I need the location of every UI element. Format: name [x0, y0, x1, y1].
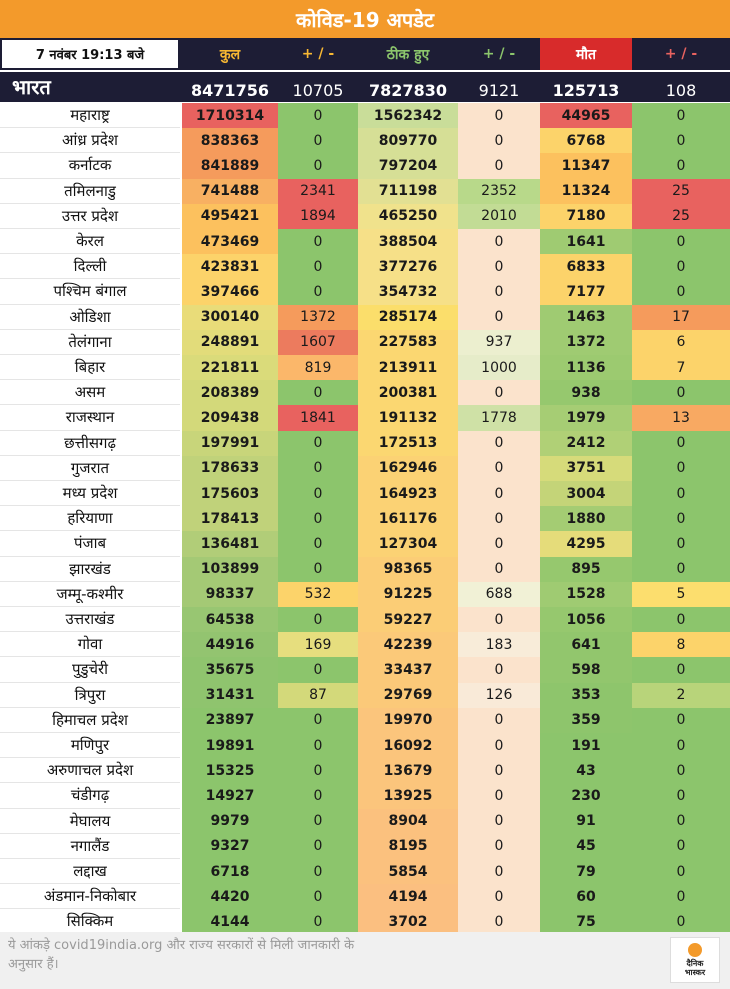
india-total-change: 10705: [292, 81, 344, 100]
state-name: बिहार: [0, 355, 180, 380]
recovered: 213911: [358, 355, 458, 380]
table-row: [0, 607, 730, 632]
deaths: 75: [540, 909, 632, 934]
total-cases: 9979: [182, 809, 278, 834]
state-name: झारखंड: [0, 557, 180, 582]
recovered-change: 0: [458, 481, 540, 506]
table-row: [0, 909, 730, 934]
table-row: [0, 481, 730, 506]
total-change: 2341: [278, 179, 358, 204]
recovered: 4194: [358, 884, 458, 909]
logo-line1: दैनिक: [686, 959, 704, 968]
table-row: [0, 153, 730, 178]
deaths-change: 0: [632, 783, 730, 808]
table-row: [0, 204, 730, 229]
state-name: महाराष्ट्र: [0, 103, 180, 128]
state-name: तमिलनाडु: [0, 179, 180, 204]
table-row: [0, 506, 730, 531]
total-cases: 98337: [182, 582, 278, 607]
recovered: 172513: [358, 431, 458, 456]
total-change: 0: [278, 456, 358, 481]
state-name: सिक्किम: [0, 909, 180, 934]
date-header: 7 नवंबर 19:13 बजे: [0, 38, 180, 70]
total-cases: 23897: [182, 708, 278, 733]
state-name: तेलंगाना: [0, 330, 180, 355]
total-change: 169: [278, 632, 358, 657]
sun-icon: [688, 943, 702, 957]
total-cases: 175603: [182, 481, 278, 506]
deaths-change: 0: [632, 884, 730, 909]
table-row: [0, 834, 730, 859]
recovered: 191132: [358, 405, 458, 430]
deaths-change: 0: [632, 103, 730, 128]
deaths-change: 25: [632, 179, 730, 204]
deaths: 6833: [540, 254, 632, 279]
table-row: [0, 355, 730, 380]
recovered: 388504: [358, 229, 458, 254]
india-deaths: 125713: [552, 81, 620, 100]
table-row: [0, 657, 730, 682]
total-cases: 741488: [182, 179, 278, 204]
total-change: 1894: [278, 204, 358, 229]
table-row: [0, 683, 730, 708]
total-change: 87: [278, 683, 358, 708]
deaths-change: 17: [632, 305, 730, 330]
deaths-change: 13: [632, 405, 730, 430]
deaths-change: 0: [632, 431, 730, 456]
total-change: 0: [278, 657, 358, 682]
recovered: 809770: [358, 128, 458, 153]
total-change: 0: [278, 758, 358, 783]
table-row: [0, 431, 730, 456]
recovered-change: 0: [458, 834, 540, 859]
recovered: 797204: [358, 153, 458, 178]
deaths-change: 0: [632, 456, 730, 481]
deaths-change: 0: [632, 859, 730, 884]
state-name: ओडिशा: [0, 305, 180, 330]
total-change: 0: [278, 708, 358, 733]
deaths: 2412: [540, 431, 632, 456]
recovered: 8904: [358, 809, 458, 834]
dainik-bhaskar-logo: [670, 937, 720, 983]
recovered: 5854: [358, 859, 458, 884]
total-change: 1372: [278, 305, 358, 330]
state-name: पंजाब: [0, 531, 180, 556]
total-cases: 209438: [182, 405, 278, 430]
total-change: 0: [278, 859, 358, 884]
table-row: [0, 733, 730, 758]
recovered-change: 937: [458, 330, 540, 355]
india-recovered: 7827830: [369, 81, 447, 100]
recovered: 354732: [358, 279, 458, 304]
deaths: 1641: [540, 229, 632, 254]
total-cases: 35675: [182, 657, 278, 682]
deaths: 230: [540, 783, 632, 808]
deaths-change: 0: [632, 531, 730, 556]
deaths: 7180: [540, 204, 632, 229]
deaths-change: 0: [632, 128, 730, 153]
india-deaths-change: 108: [665, 81, 697, 100]
recovered-change: 0: [458, 783, 540, 808]
recovered: 1562342: [358, 103, 458, 128]
state-name: हरियाणा: [0, 506, 180, 531]
table-row: [0, 380, 730, 405]
state-name: मेघालय: [0, 809, 180, 834]
total-cases: 14927: [182, 783, 278, 808]
table-row: [0, 582, 730, 607]
total-cases: 44916: [182, 632, 278, 657]
deaths-change: 0: [632, 758, 730, 783]
total-cases: 136481: [182, 531, 278, 556]
total-cases: 178413: [182, 506, 278, 531]
total-change: 0: [278, 909, 358, 934]
deaths: 353: [540, 683, 632, 708]
recovered-change: 0: [458, 607, 540, 632]
logo-line2: भास्कर: [684, 968, 706, 977]
deaths: 1979: [540, 405, 632, 430]
deaths: 1880: [540, 506, 632, 531]
state-name: अंडमान-निकोबार: [0, 884, 180, 909]
state-name: आंध्र प्रदेश: [0, 128, 180, 153]
total-change: 0: [278, 884, 358, 909]
deaths-change: 0: [632, 834, 730, 859]
total-change: 0: [278, 153, 358, 178]
state-name: अरुणाचल प्रदेश: [0, 758, 180, 783]
recovered: 8195: [358, 834, 458, 859]
recovered-change: 0: [458, 657, 540, 682]
total-cases: 15325: [182, 758, 278, 783]
india-recovered-change: 9121: [478, 81, 520, 100]
deaths: 4295: [540, 531, 632, 556]
state-name: पुडुचेरी: [0, 657, 180, 682]
recovered-change: 1778: [458, 405, 540, 430]
state-name: दिल्ली: [0, 254, 180, 279]
deaths-change: 7: [632, 355, 730, 380]
india-label: भारत: [12, 74, 51, 99]
recovered-change: 688: [458, 582, 540, 607]
recovered: 33437: [358, 657, 458, 682]
table-row: [0, 884, 730, 909]
total-change: 0: [278, 557, 358, 582]
recovered: 127304: [358, 531, 458, 556]
state-name: छत्तीसगढ़: [0, 431, 180, 456]
total-cases: 397466: [182, 279, 278, 304]
deaths-change: 6: [632, 330, 730, 355]
deaths: 7177: [540, 279, 632, 304]
total-cases: 208389: [182, 380, 278, 405]
recovered-change: 0: [458, 884, 540, 909]
recovered: 285174: [358, 305, 458, 330]
total-header: कुल: [182, 38, 278, 70]
deaths-change: 0: [632, 481, 730, 506]
table-row: [0, 708, 730, 733]
deaths: 11347: [540, 153, 632, 178]
recovered-change: 0: [458, 909, 540, 934]
state-name: असम: [0, 380, 180, 405]
table-row: [0, 179, 730, 204]
recovered: 59227: [358, 607, 458, 632]
total-change: 1841: [278, 405, 358, 430]
deaths: 43: [540, 758, 632, 783]
total-cases: 838363: [182, 128, 278, 153]
total-change: 0: [278, 128, 358, 153]
total-change: 0: [278, 531, 358, 556]
india-total-row: [0, 72, 730, 102]
recovered-change: 0: [458, 128, 540, 153]
deaths-change: 0: [632, 657, 730, 682]
total-cases: 221811: [182, 355, 278, 380]
deaths-change: 0: [632, 254, 730, 279]
total-change: 0: [278, 834, 358, 859]
deaths-header: मौत: [540, 38, 632, 70]
total-cases: 197991: [182, 431, 278, 456]
total-cases: 4420: [182, 884, 278, 909]
recovered-change: 0: [458, 859, 540, 884]
deaths-change-header: + / -: [632, 38, 730, 70]
table-row: [0, 305, 730, 330]
recovered-change: 0: [458, 229, 540, 254]
total-cases: 9327: [182, 834, 278, 859]
total-change: 819: [278, 355, 358, 380]
deaths-change: 0: [632, 279, 730, 304]
deaths-change: 2: [632, 683, 730, 708]
table-row: [0, 279, 730, 304]
recovered-change: 0: [458, 380, 540, 405]
table-row: [0, 103, 730, 128]
recovered-change: 0: [458, 431, 540, 456]
total-cases: 1710314: [182, 103, 278, 128]
state-name: केरल: [0, 229, 180, 254]
deaths-change: 0: [632, 380, 730, 405]
table-row: [0, 229, 730, 254]
total-change: 0: [278, 229, 358, 254]
recovered: 200381: [358, 380, 458, 405]
total-change: 0: [278, 506, 358, 531]
total-cases: 178633: [182, 456, 278, 481]
recovered: 227583: [358, 330, 458, 355]
state-name: जम्मू-कश्मीर: [0, 582, 180, 607]
total-change: 0: [278, 607, 358, 632]
deaths: 359: [540, 708, 632, 733]
recovered-change: 0: [458, 103, 540, 128]
total-cases: 31431: [182, 683, 278, 708]
deaths-change: 0: [632, 229, 730, 254]
recovered: 13679: [358, 758, 458, 783]
recovered-change: 0: [458, 733, 540, 758]
deaths-change: 0: [632, 557, 730, 582]
page-title: कोविड-19 अपडेट: [0, 0, 730, 38]
recovered: 162946: [358, 456, 458, 481]
recovered-change: 126: [458, 683, 540, 708]
deaths-change: 0: [632, 909, 730, 934]
deaths: 895: [540, 557, 632, 582]
deaths: 1463: [540, 305, 632, 330]
recovered-change: 0: [458, 758, 540, 783]
recovered: 16092: [358, 733, 458, 758]
footer: [0, 932, 730, 989]
deaths: 3004: [540, 481, 632, 506]
table-row: [0, 531, 730, 556]
deaths: 641: [540, 632, 632, 657]
deaths: 79: [540, 859, 632, 884]
recovered-change: 0: [458, 153, 540, 178]
total-cases: 841889: [182, 153, 278, 178]
total-change: 0: [278, 783, 358, 808]
total-cases: 423831: [182, 254, 278, 279]
recovered-change: 2352: [458, 179, 540, 204]
state-name: चंडीगढ़: [0, 783, 180, 808]
recovered: 13925: [358, 783, 458, 808]
recovered-change: 1000: [458, 355, 540, 380]
total-change-header: + / -: [278, 38, 358, 70]
total-change: 0: [278, 431, 358, 456]
total-change: 1607: [278, 330, 358, 355]
recovered: 377276: [358, 254, 458, 279]
recovered-change: 0: [458, 305, 540, 330]
deaths: 1136: [540, 355, 632, 380]
state-name: मध्य प्रदेश: [0, 481, 180, 506]
table-row: [0, 758, 730, 783]
total-cases: 4144: [182, 909, 278, 934]
recovered: 98365: [358, 557, 458, 582]
table-row: [0, 809, 730, 834]
recovered: 42239: [358, 632, 458, 657]
table-row: [0, 557, 730, 582]
table-row: [0, 128, 730, 153]
total-change: 0: [278, 809, 358, 834]
recovered: 91225: [358, 582, 458, 607]
deaths: 1528: [540, 582, 632, 607]
recovered-change-header: + / -: [458, 38, 540, 70]
total-change: 532: [278, 582, 358, 607]
deaths: 3751: [540, 456, 632, 481]
source-note: ये आंकड़े covid19india.org और राज्य सरकारों से मिली जानकारी के अनुसार हैं।: [8, 938, 355, 972]
india-total: 8471756: [191, 81, 269, 100]
table-row: [0, 254, 730, 279]
state-name: उत्तराखंड: [0, 607, 180, 632]
deaths-change: 0: [632, 153, 730, 178]
deaths: 191: [540, 733, 632, 758]
deaths-change: 25: [632, 204, 730, 229]
state-name: गुजरात: [0, 456, 180, 481]
recovered-change: 0: [458, 254, 540, 279]
recovered-change: 183: [458, 632, 540, 657]
recovered: 711198: [358, 179, 458, 204]
deaths-change: 0: [632, 506, 730, 531]
deaths-change: 8: [632, 632, 730, 657]
deaths-change: 0: [632, 708, 730, 733]
recovered: 164923: [358, 481, 458, 506]
table-row: [0, 456, 730, 481]
deaths: 6768: [540, 128, 632, 153]
state-name: गोवा: [0, 632, 180, 657]
deaths: 91: [540, 809, 632, 834]
total-change: 0: [278, 481, 358, 506]
state-name: नगालैंड: [0, 834, 180, 859]
recovered: 29769: [358, 683, 458, 708]
total-change: 0: [278, 380, 358, 405]
deaths: 44965: [540, 103, 632, 128]
recovered-change: 0: [458, 279, 540, 304]
table-row: [0, 405, 730, 430]
deaths: 60: [540, 884, 632, 909]
table-row: [0, 783, 730, 808]
table-row: [0, 330, 730, 355]
deaths-change: 0: [632, 809, 730, 834]
recovered-header: ठीक हुए: [358, 38, 458, 70]
state-name: पश्चिम बंगाल: [0, 279, 180, 304]
state-name: त्रिपुरा: [0, 683, 180, 708]
recovered: 19970: [358, 708, 458, 733]
recovered-change: 0: [458, 809, 540, 834]
total-cases: 64538: [182, 607, 278, 632]
total-change: 0: [278, 254, 358, 279]
table-row: [0, 859, 730, 884]
total-cases: 103899: [182, 557, 278, 582]
deaths-change: 0: [632, 607, 730, 632]
total-change: 0: [278, 103, 358, 128]
recovered-change: 0: [458, 708, 540, 733]
total-cases: 6718: [182, 859, 278, 884]
column-header-row: [0, 38, 730, 70]
total-cases: 19891: [182, 733, 278, 758]
deaths: 1056: [540, 607, 632, 632]
state-name: उत्तर प्रदेश: [0, 204, 180, 229]
recovered-change: 2010: [458, 204, 540, 229]
state-name: लद्दाख: [0, 859, 180, 884]
recovered: 3702: [358, 909, 458, 934]
deaths: 11324: [540, 179, 632, 204]
recovered: 161176: [358, 506, 458, 531]
total-change: 0: [278, 279, 358, 304]
deaths: 938: [540, 380, 632, 405]
recovered: 465250: [358, 204, 458, 229]
deaths: 598: [540, 657, 632, 682]
state-name: राजस्थान: [0, 405, 180, 430]
total-cases: 473469: [182, 229, 278, 254]
recovered-change: 0: [458, 456, 540, 481]
deaths: 45: [540, 834, 632, 859]
total-cases: 248891: [182, 330, 278, 355]
total-change: 0: [278, 733, 358, 758]
state-name: मणिपुर: [0, 733, 180, 758]
recovered-change: 0: [458, 557, 540, 582]
total-cases: 300140: [182, 305, 278, 330]
table-row: [0, 632, 730, 657]
deaths-change: 0: [632, 733, 730, 758]
deaths: 1372: [540, 330, 632, 355]
recovered-change: 0: [458, 531, 540, 556]
recovered-change: 0: [458, 506, 540, 531]
total-cases: 495421: [182, 204, 278, 229]
state-name: कर्नाटक: [0, 153, 180, 178]
state-name: हिमाचल प्रदेश: [0, 708, 180, 733]
deaths-change: 5: [632, 582, 730, 607]
